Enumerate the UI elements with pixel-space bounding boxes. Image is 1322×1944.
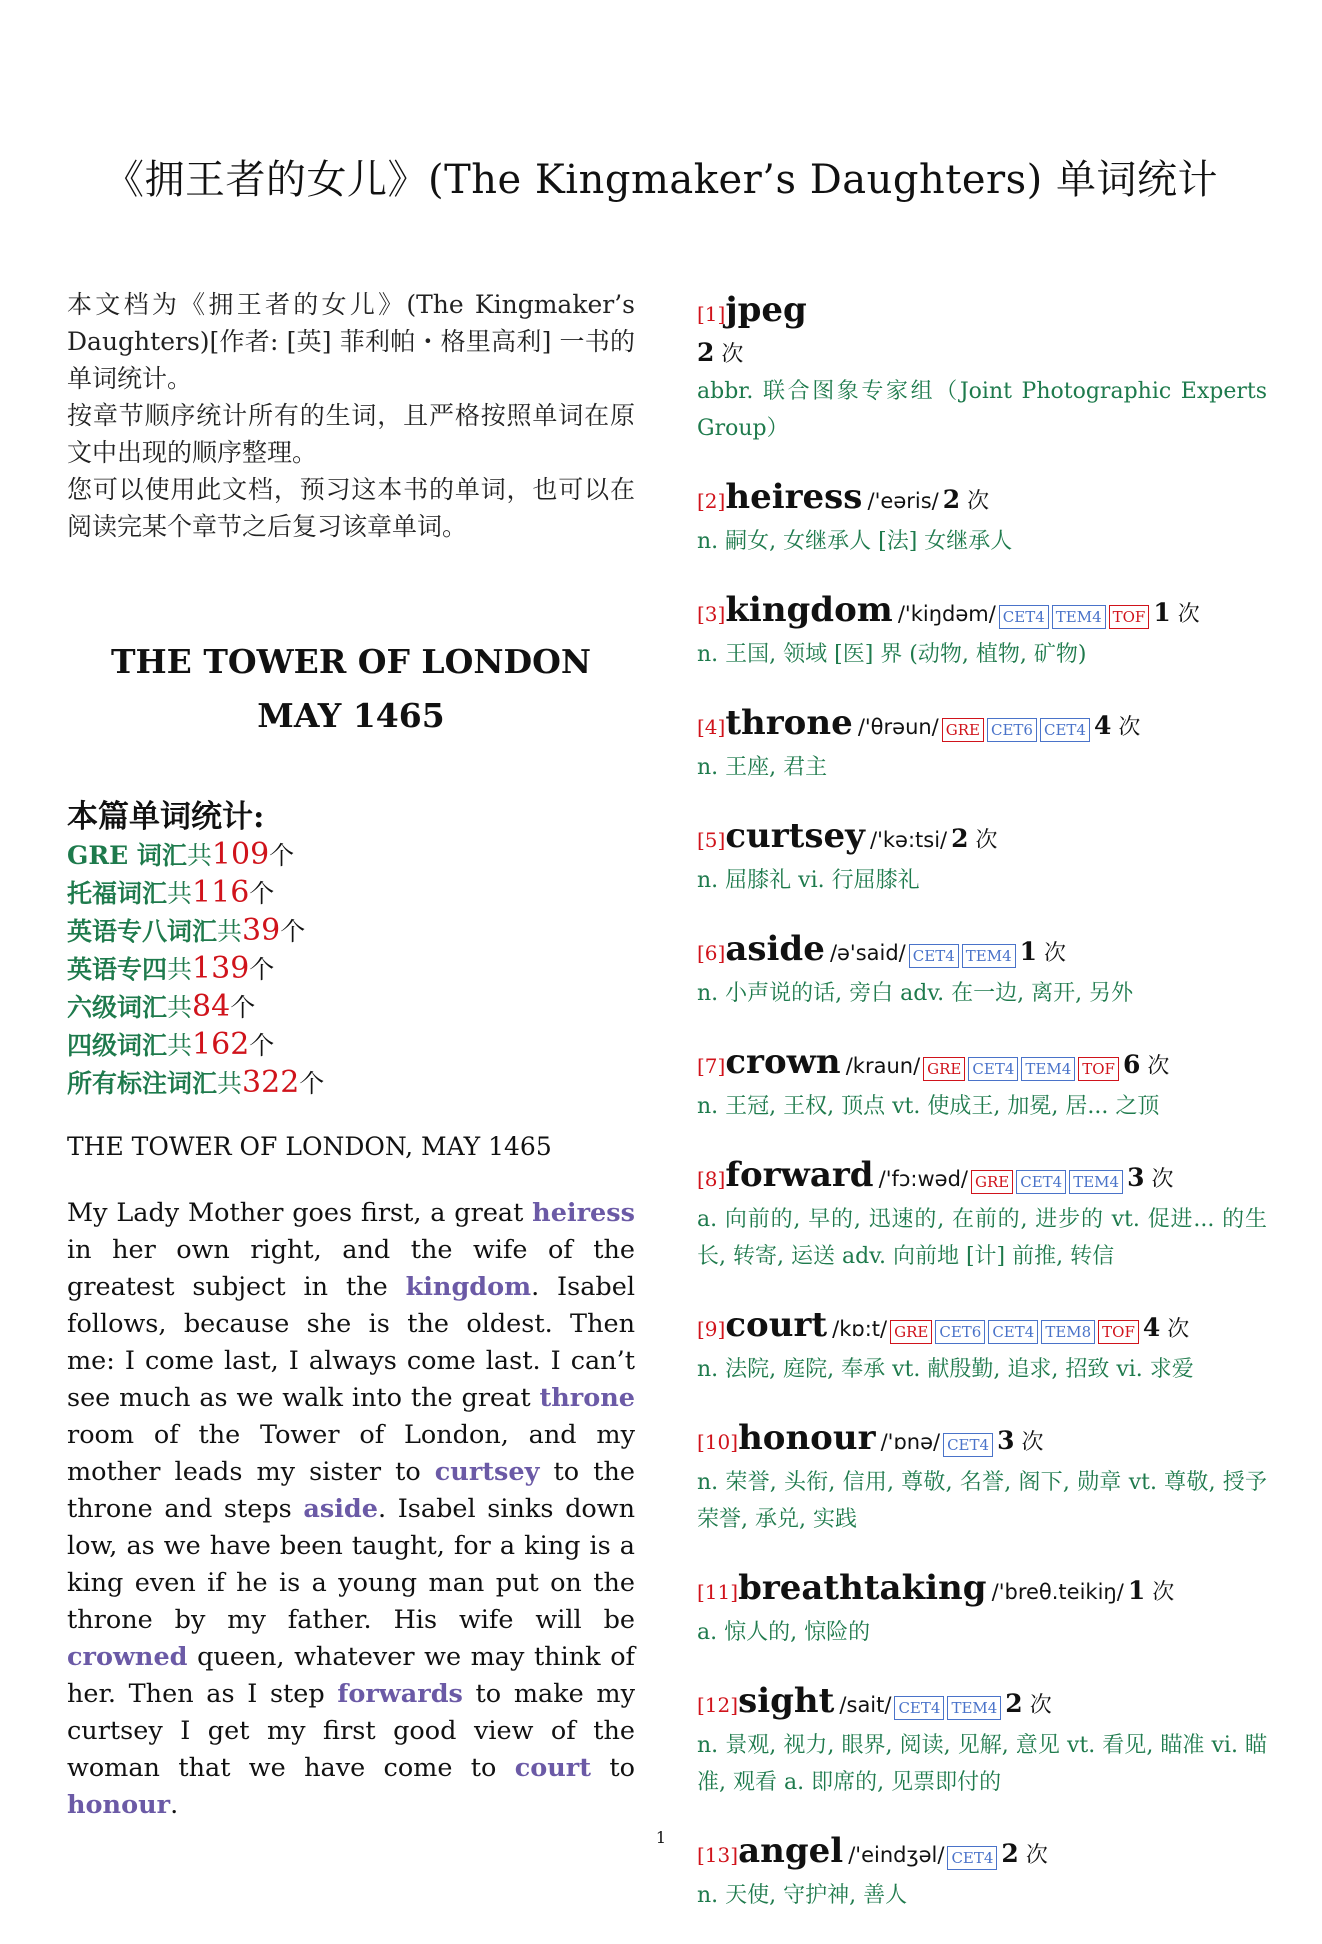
stat-line [67, 1064, 635, 1102]
vocab-entry [697, 1568, 1267, 1651]
stat-label: GRE 词汇 [67, 841, 187, 870]
vocab-entry [697, 290, 1267, 447]
entry-word: forward [725, 1155, 874, 1195]
stat-value: 116 [192, 875, 250, 910]
stat-line [67, 988, 635, 1026]
entry-definition: n. 王国, 领域 [医] 界 (动物, 植物, 矿物) [697, 642, 1087, 667]
stat-connector: 共 [167, 993, 193, 1022]
exam-tag: CET4 [999, 605, 1049, 629]
entry-count-suffix: 次 [1111, 715, 1141, 740]
vocab-entry [697, 1042, 1267, 1125]
stat-value: 84 [192, 989, 231, 1024]
entry-count: 6 [1122, 1050, 1141, 1079]
highlighted-word: curtsey [434, 1457, 540, 1487]
vocab-entry [697, 1418, 1267, 1538]
intro-paragraph: 本文档为《拥王者的女儿》(The Kingmaker’s Daughters)[作者: [英] 菲利帕・格里高利] 一书的单词统计。 [67, 290, 635, 393]
entry-count: 2 [1005, 1689, 1023, 1718]
entry-count: 1 [1127, 1576, 1146, 1605]
vocab-entry-head [697, 590, 1267, 636]
entry-count-suffix: 次 [1014, 1430, 1044, 1455]
entry-count-line [697, 336, 1267, 373]
chapter-subtitle: THE TOWER OF LONDON, MAY 1465 [67, 1132, 552, 1161]
vocab-entry [697, 1155, 1267, 1275]
entry-phonetic: /'θrəun/ [857, 715, 939, 739]
entry-count-suffix: 次 [714, 342, 744, 367]
entry-definition: n. 王冠, 王权, 顶点 vt. 使成王, 加冕, 居... 之顶 [697, 1094, 1160, 1119]
exam-tag: CET4 [968, 1057, 1018, 1081]
stat-value: 109 [211, 837, 270, 872]
vocab-entry-head [697, 1305, 1267, 1351]
entry-phonetic: /'kə:tsi/ [870, 828, 948, 852]
entry-index: [2] [697, 489, 726, 513]
entry-phonetic: /sait/ [839, 1693, 892, 1717]
entry-count-suffix: 次 [1022, 1693, 1052, 1718]
entry-count: 4 [1142, 1313, 1161, 1342]
stat-label: 托福词汇 [67, 879, 168, 908]
page-number: 1 [655, 1828, 667, 1847]
exam-tag: TEM4 [962, 944, 1016, 968]
exam-tag: TEM4 [1021, 1057, 1075, 1081]
vocab-entry [697, 703, 1267, 786]
exam-tag: TEM4 [1069, 1170, 1123, 1194]
entry-index: [13] [697, 1843, 739, 1867]
entry-count-suffix: 次 [1144, 1167, 1174, 1192]
entry-word: sight [738, 1681, 835, 1721]
entry-phonetic: /'eindʒəl/ [848, 1843, 945, 1867]
entry-count: 4 [1093, 711, 1112, 740]
entry-phonetic: /ə'said/ [829, 941, 906, 965]
entry-definition: n. 王座, 君主 [697, 755, 828, 780]
stat-unit: 个 [280, 917, 306, 946]
highlighted-word: forwards [337, 1679, 463, 1709]
intro [67, 286, 635, 545]
vocab-entry-head [697, 816, 1267, 862]
vocab-entry [697, 929, 1267, 1012]
entry-index: [12] [697, 1693, 739, 1717]
exam-tag: GRE [890, 1320, 932, 1344]
vocab-entry-head [697, 1418, 1267, 1464]
left-column [67, 286, 635, 1824]
intro-paragraph: 您可以使用此文档，预习这本书的单词，也可以在阅读完某个章节之后复习该章单词。 [67, 475, 635, 541]
vocab-entry-head [697, 929, 1267, 975]
highlighted-word: throne [539, 1383, 635, 1413]
exam-tag: TEM8 [1041, 1320, 1095, 1344]
entry-definition: n. 景观, 视力, 眼界, 阅读, 见解, 意见 vt. 看见, 瞄准 vi. 瞄准, 观看 a. 即席的, 见票即付的 [697, 1733, 1267, 1795]
exam-tag: CET4 [894, 1696, 944, 1720]
highlighted-word: kingdom [405, 1272, 532, 1302]
entry-definition: n. 屈膝礼 vi. 行屈膝礼 [697, 868, 920, 893]
vocab-entry [697, 590, 1267, 673]
entry-count-suffix: 次 [1037, 941, 1067, 966]
entry-count: 2 [697, 338, 715, 367]
exam-tag: TOF [1078, 1057, 1119, 1081]
stat-line [67, 912, 635, 950]
stat-value: 139 [192, 951, 250, 986]
entry-definition: n. 荣誉, 头衔, 信用, 尊敬, 名誉, 阁下, 勋章 vt. 尊敬, 授予荣誉, 承兑, 实践 [697, 1470, 1267, 1532]
entry-count-suffix: 次 [1160, 1317, 1190, 1342]
entry-index: [7] [697, 1054, 726, 1078]
entry-count-suffix: 次 [1145, 1580, 1175, 1605]
entry-phonetic: /'breθ.teikiŋ/ [991, 1580, 1124, 1604]
chapter-title: THE TOWER OF LONDON MAY 1465 [110, 642, 592, 735]
entry-phonetic: /'ɒnə/ [880, 1430, 941, 1454]
entry-count: 1 [1019, 937, 1038, 966]
stat-label: 所有标注词汇 [67, 1069, 218, 1098]
entry-word: court [725, 1305, 828, 1345]
exam-tag: GRE [923, 1057, 965, 1081]
stat-line [67, 950, 635, 988]
stat-unit: 个 [249, 879, 275, 908]
exam-tag: CET4 [1040, 718, 1090, 742]
entry-word: throne [725, 703, 853, 743]
stat-line [67, 874, 635, 912]
stat-line [67, 1026, 635, 1064]
entry-count-suffix: 次 [1018, 1843, 1048, 1868]
stat-value: 39 [242, 913, 281, 948]
entry-count-suffix: 次 [968, 828, 998, 853]
vocab-entry-head [697, 1155, 1267, 1201]
stat-label: 六级词汇 [67, 993, 168, 1022]
exam-tag: GRE [971, 1170, 1013, 1194]
entry-index: [9] [697, 1317, 726, 1341]
entry-definition: abbr. 联合图象专家组（Joint Photographic Experts Group） [697, 379, 1267, 441]
exam-tag: TEM4 [947, 1696, 1001, 1720]
stat-unit: 个 [269, 841, 295, 870]
exam-tag: GRE [942, 718, 984, 742]
vocab-entry-head [697, 1681, 1267, 1727]
entry-definition: n. 嗣女, 女继承人 [法] 女继承人 [697, 529, 1013, 554]
stat-connector: 共 [217, 1069, 243, 1098]
entry-word: heiress [725, 477, 863, 517]
entry-count: 2 [1001, 1839, 1019, 1868]
stat-connector: 共 [186, 841, 212, 870]
vocab-entry-head [697, 477, 1267, 523]
exam-tag: CET4 [947, 1846, 997, 1870]
vocab-entry-head [697, 1042, 1267, 1088]
entry-index: [5] [697, 828, 726, 852]
entry-count-suffix: 次 [1140, 1054, 1170, 1079]
stat-connector: 共 [167, 955, 193, 984]
stat-connector: 共 [167, 1031, 193, 1060]
exam-tag: TOF [1098, 1320, 1139, 1344]
stat-unit: 个 [230, 993, 256, 1022]
exam-tag: CET4 [1016, 1170, 1066, 1194]
stat-value: 322 [242, 1065, 300, 1100]
intro-paragraph: 按章节顺序统计所有的生词，且严格按照单词在原文中出现的顺序整理。 [67, 401, 635, 467]
vocabulary-list [697, 290, 1267, 1944]
vocab-entry [697, 1305, 1267, 1388]
stat-unit: 个 [249, 955, 275, 984]
entry-index: [3] [697, 602, 726, 626]
highlighted-word: aside [303, 1494, 378, 1524]
entry-word: aside [725, 929, 825, 969]
entry-word: angel [738, 1831, 844, 1871]
passage-text: My Lady Mother goes first, a great heiress in her own right, and the wife of the greatest subject in the kingdom. Isabel follows, because she is the oldest. Then me: I come last, I always come last. I can’t see much as we walk into the great throne room of the Tower of London, and my mother leads my sister to curtsey to the throne and steps aside. Isabel sinks down low, as we have been taught, for a king is a king even if he is a young man put on the throne by my father. His wife will be crowned queen, whatever we may think of her. Then as I step forwards to make my curtsey I get my first good view of the woman that we have come to court to honour. [67, 1198, 635, 1820]
entry-phonetic: /'kiŋdəm/ [897, 602, 996, 626]
entry-definition: a. 惊人的, 惊险的 [697, 1620, 871, 1645]
entry-phonetic: /kraun/ [845, 1054, 921, 1078]
exam-tag: CET6 [987, 718, 1037, 742]
entry-count: 1 [1153, 598, 1171, 627]
vocab-entry-head [697, 703, 1267, 749]
entry-count: 2 [942, 485, 961, 514]
stat-label: 四级词汇 [67, 1031, 168, 1060]
entry-definition: n. 小声说的话, 旁白 adv. 在一边, 离开, 另外 [697, 981, 1134, 1006]
exam-tag: CET4 [909, 944, 959, 968]
highlighted-word: court [514, 1753, 592, 1783]
entry-word: honour [738, 1418, 876, 1458]
entry-phonetic: /'eəris/ [867, 489, 939, 513]
entry-word: crown [725, 1042, 841, 1082]
stats-heading: 本篇单词统计: [67, 799, 265, 835]
highlighted-word: honour [67, 1790, 171, 1820]
stat-label: 英语专八词汇 [67, 917, 218, 946]
stat-unit: 个 [299, 1069, 325, 1098]
entry-word: jpeg [725, 290, 807, 330]
entry-definition: a. 向前的, 早的, 迅速的, 在前的, 进步的 vt. 促进... 的生长, 转寄, 运送 adv. 向前地 [计] 前推, 转信 [697, 1207, 1267, 1269]
entry-count: 3 [997, 1426, 1015, 1455]
exam-tag: TOF [1109, 605, 1150, 629]
entry-word: breathtaking [738, 1568, 987, 1608]
entry-index: [1] [697, 302, 726, 326]
stats-list [67, 836, 635, 1102]
highlighted-word: crowned [67, 1642, 188, 1672]
stat-connector: 共 [217, 917, 243, 946]
entry-index: [8] [697, 1167, 726, 1191]
vocab-entry-head [697, 290, 1267, 336]
entry-word: curtsey [725, 816, 865, 856]
entry-word: kingdom [725, 590, 893, 630]
entry-count: 2 [951, 824, 969, 853]
entry-count-suffix: 次 [960, 489, 990, 514]
exam-tag: CET4 [943, 1433, 993, 1457]
stat-unit: 个 [249, 1031, 275, 1060]
vocab-entry [697, 1681, 1267, 1801]
entry-index: [4] [697, 715, 726, 739]
vocab-entry [697, 477, 1267, 560]
vocab-entry [697, 816, 1267, 899]
entry-index: [6] [697, 941, 726, 965]
entry-phonetic: /kɒ:t/ [832, 1317, 888, 1341]
stat-connector: 共 [167, 879, 193, 908]
exam-tag: TEM4 [1052, 605, 1106, 629]
entry-count-suffix: 次 [1170, 602, 1200, 627]
entry-definition: n. 法院, 庭院, 奉承 vt. 献殷勤, 追求, 招致 vi. 求爱 [697, 1357, 1194, 1382]
entry-index: [11] [697, 1580, 739, 1604]
vocab-entry-head [697, 1568, 1267, 1614]
entry-count: 3 [1127, 1163, 1145, 1192]
entry-index: [10] [697, 1430, 739, 1454]
entry-definition: n. 天使, 守护神, 善人 [697, 1883, 908, 1908]
stat-line [67, 836, 635, 874]
exam-tag: CET4 [988, 1320, 1038, 1344]
document-title: 《拥王者的女儿》(The Kingmaker’s Daughters) 单词统计 [103, 157, 1218, 203]
stat-value: 162 [192, 1027, 250, 1062]
exam-tag: CET6 [935, 1320, 985, 1344]
highlighted-word: heiress [532, 1198, 635, 1228]
stat-label: 英语专四 [67, 955, 168, 984]
entry-phonetic: /'fɔ:wəd/ [878, 1167, 968, 1191]
